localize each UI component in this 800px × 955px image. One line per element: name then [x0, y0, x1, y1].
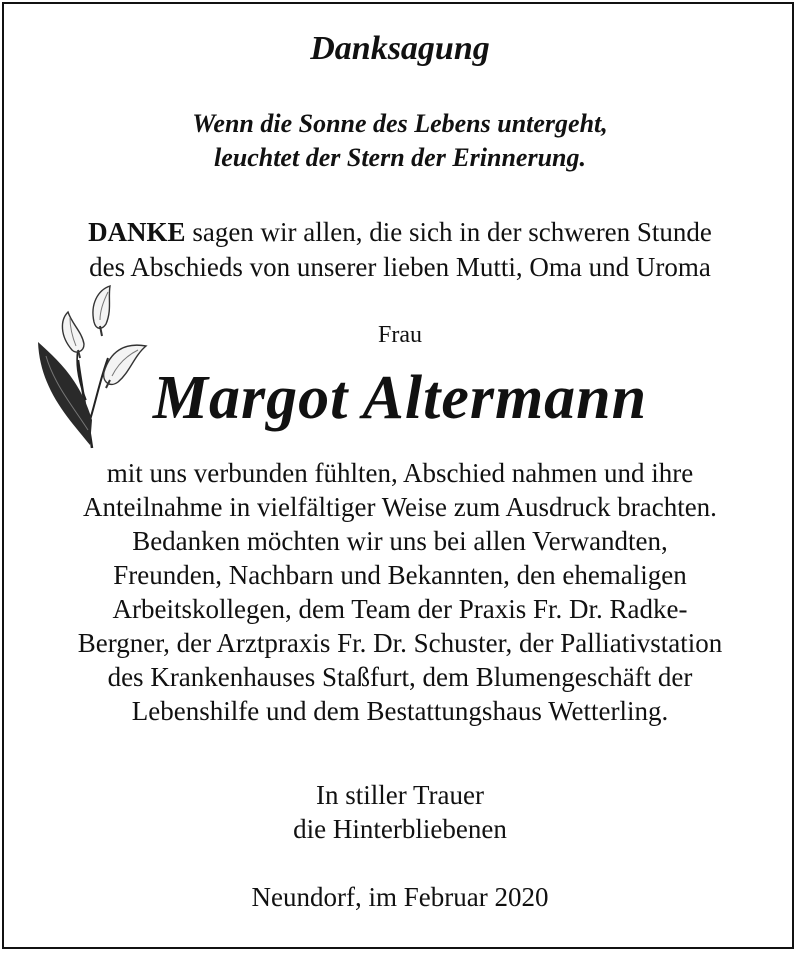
closing-line-2: die Hinterbliebenen [293, 814, 507, 844]
body-line-7: des Krankenhauses Staßfurt, dem Blumengeschäft der [107, 662, 693, 692]
motto-line-1: Wenn die Sonne des Lebens untergeht, [192, 109, 608, 138]
body-line-3: Bedanken möchten wir uns bei allen Verwandten, [132, 526, 668, 556]
intro-line-2: des Abschieds von unserer lieben Mutti, Oma und Uroma [89, 252, 711, 282]
body-line-2: Anteilnahme in vielfältiger Weise zum Ausdruck brachten. [83, 492, 717, 522]
body-line-5: Arbeitskollegen, dem Team der Praxis Fr. Dr. Radke- [112, 594, 688, 624]
notice-heading: Danksagung [310, 30, 490, 67]
intro-bold-word: DANKE [88, 217, 186, 247]
deceased-name: Margot Altermann [152, 364, 648, 432]
body-line-4: Freunden, Nachbarn und Bekannten, den ehemaligen [113, 560, 687, 590]
body-line-6: Bergner, der Arztpraxis Fr. Dr. Schuster, der Palliativstation [77, 628, 723, 658]
body-line-8: Lebenshilfe und dem Bestattungshaus Wetterling. [131, 696, 669, 726]
intro-line-1-rest: sagen wir allen, die sich in der schweren Stunde [185, 217, 712, 247]
salutation: Frau [378, 322, 422, 348]
closing-line-1: In stiller Trauer [316, 780, 484, 810]
place-date: Neundorf, im Februar 2020 [251, 882, 549, 912]
intro-line-1 [0, 217, 800, 248]
body-line-1: mit uns verbunden fühlten, Abschied nahmen und ihre [106, 458, 694, 488]
motto-line-2: leuchtet der Stern der Erinnerung. [213, 143, 586, 172]
